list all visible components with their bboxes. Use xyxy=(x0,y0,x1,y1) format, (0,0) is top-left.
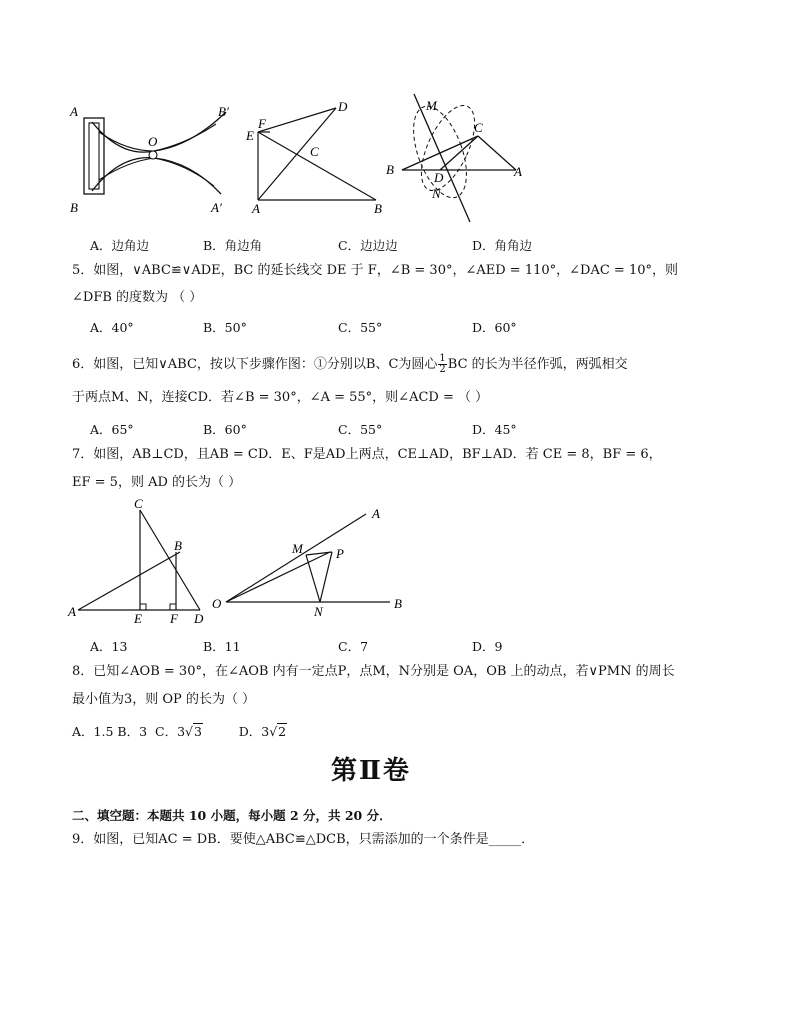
q8-option-c-radicand: 3 xyxy=(194,724,202,739)
q4-option-d[interactable]: D．角角边 xyxy=(472,238,533,253)
q7-f1-label-a: A xyxy=(68,604,76,619)
q8-option-b[interactable]: B．3 xyxy=(117,724,148,739)
q8-stem-line1: 8．已知∠AOB = 30°，在∠AOB 内有一定点P，点M，N分别是 OA，OB 上的动点，若∨PMN 的周长 xyxy=(72,664,675,679)
q6-stem-line1 xyxy=(72,354,628,375)
q4-f3-label-b: B xyxy=(386,162,394,177)
q8-option-c[interactable]: C．3√3 xyxy=(155,724,202,739)
q4-f1-label-o: O xyxy=(148,134,158,149)
q6-fraction xyxy=(438,354,446,375)
q8-option-c-text: C．3 xyxy=(155,724,186,739)
q6-option-d[interactable]: D．45° xyxy=(472,422,517,437)
q7-f2-label-p: P xyxy=(336,546,344,561)
q9-stem: 9．如图，已知AC = DB．要使△ABC≌△DCB，只需添加的一个条件是_____． xyxy=(72,832,535,847)
q7-figure-1 xyxy=(64,496,224,630)
q4-f2-label-b: B xyxy=(374,201,382,216)
q4-f3-label-n: N xyxy=(432,186,441,201)
q4-f1-label-b-prime: B′ xyxy=(218,104,229,119)
q7-f2-label-o: O xyxy=(212,596,222,611)
q7-stem-line1: 7．如图，AB⊥CD，且AB = CD．E、F是AD上两点，CE⊥AD，BF⊥AD．若 CE = 8，BF = 6， xyxy=(72,447,662,462)
q8-option-d-radicand: 2 xyxy=(278,724,287,739)
q6-option-b[interactable]: B．60° xyxy=(203,422,247,437)
q7-option-c[interactable]: C．7 xyxy=(338,639,369,654)
q7-f1-label-b: B xyxy=(174,538,182,553)
q4-f2-label-e: E xyxy=(246,128,254,143)
q6-option-c[interactable]: C．55° xyxy=(338,422,383,437)
q7-figure-2 xyxy=(210,500,410,624)
q4-option-a[interactable]: A．边角边 xyxy=(90,238,150,253)
q7-stem-line2: EF = 5，则 AD 的长为（ ） xyxy=(72,475,242,490)
q6-stem-line1-pre: 6．如图，已知∨ABC，按以下步骤作图：①分别以B、C为圆心 xyxy=(72,357,438,372)
q4-f3-label-m: M xyxy=(426,98,437,113)
q7-f2-label-b: B xyxy=(394,596,402,611)
part2-title: 第Ⅱ卷 xyxy=(331,756,411,786)
q7-option-b[interactable]: B．11 xyxy=(203,639,241,654)
q7-f1-label-d: D xyxy=(194,611,204,626)
q4-f2-label-a: A xyxy=(252,201,260,216)
q4-f3-label-d: D xyxy=(434,170,444,185)
q7-f1-label-c: C xyxy=(134,496,143,511)
q6-frac-num: 1 xyxy=(439,353,446,364)
q6-stem-line2: 于两点M、N，连接CD．若∠B = 30°，∠A = 55°，则∠ACD = （ ） xyxy=(72,390,489,405)
q6-frac-den: 2 xyxy=(439,364,446,375)
q8-option-a[interactable]: A．1.5 xyxy=(72,724,114,739)
q5-stem-line2: ∠DFB 的度数为 （ ） xyxy=(72,290,203,305)
q6-option-a[interactable]: A．65° xyxy=(90,422,134,437)
q7-f2-label-n: N xyxy=(314,604,323,619)
q4-figure-2 xyxy=(240,96,390,220)
q6-stem-line1-post: BC 的长为半径作弧，两弧相交 xyxy=(447,357,628,372)
q4-f1-label-a-prime: A′ xyxy=(211,200,222,215)
q5-option-d[interactable]: D．60° xyxy=(472,320,517,335)
section-2-heading: 二、填空题：本题共 10 小题，每小题 2 分，共 20 分． xyxy=(72,808,392,823)
q8-option-d-text: D．3 xyxy=(238,724,270,739)
q4-f1-label-b: B xyxy=(70,200,78,215)
q4-f1-label-a: A xyxy=(70,104,78,119)
q4-f2-label-f: F xyxy=(258,116,266,131)
q7-f2-label-a: A xyxy=(372,506,380,521)
q5-option-c[interactable]: C．55° xyxy=(338,320,383,335)
q4-figure-3 xyxy=(380,88,540,228)
q8-stem-line2: 最小值为3，则 OP 的长为（ ） xyxy=(72,692,256,707)
q4-f3-label-a: A xyxy=(514,164,522,179)
q4-figure-1 xyxy=(66,96,246,220)
q8-options-row xyxy=(72,722,287,740)
q4-f2-label-d: D xyxy=(338,99,348,114)
q5-option-a[interactable]: A．40° xyxy=(90,320,134,335)
q5-stem-line1: 5．如图，∨ABC≌∨ADE，BC 的延长线交 DE 于 F，∠B = 30°，∠AED = 110°，∠DAC = 10°，则 xyxy=(72,263,678,278)
q8-option-d[interactable]: D．3√2 xyxy=(238,724,287,739)
q4-option-c[interactable]: C．边边边 xyxy=(338,238,398,253)
q4-f2-label-c: C xyxy=(310,144,319,159)
q4-f3-label-c: C xyxy=(474,120,483,135)
q7-f1-label-f: F xyxy=(170,611,178,626)
q5-option-b[interactable]: B．50° xyxy=(203,320,247,335)
q7-option-a[interactable]: A．13 xyxy=(90,639,128,654)
q7-f2-label-m: M xyxy=(292,541,303,556)
q4-option-b[interactable]: B．角边角 xyxy=(203,238,263,253)
q7-f1-label-e: E xyxy=(134,611,142,626)
q7-option-d[interactable]: D．9 xyxy=(472,639,503,654)
